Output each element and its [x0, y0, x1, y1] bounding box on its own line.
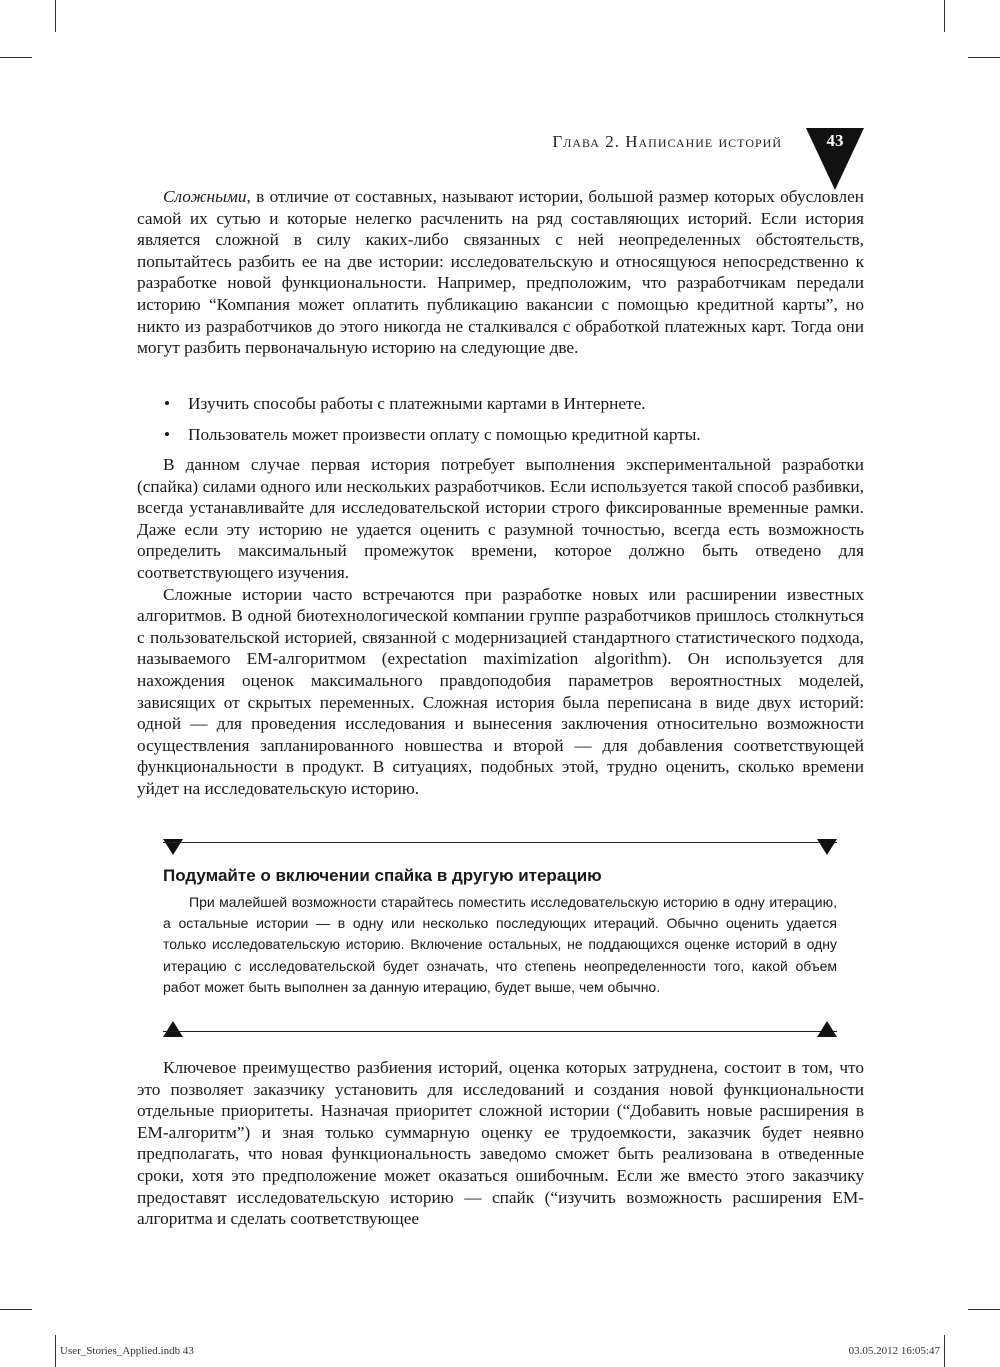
list-item [164, 393, 864, 415]
crop-mark [0, 1309, 32, 1310]
paragraph-key-advantage: Ключевое преимущество разбиения историй, оценка которых затруднена, состоит в том, что это позволяет заказчику установить для исследований и создания новой функциональности отдельные приоритеты. Назначая приоритет сложной истории (“Добавить новые расширения в EM-алгоритм”) и зная только суммарную оценку ее трудоемкости, заказчик будет неявно предполагать, что новая функциональность заведомо сможет быть реализована в отведенные сроки, хотя это предположение может оказаться ошибочным. Если же вместо этого заказчику предоставят исследовательскую историю — спайк (“изучить возможность расширения EM-алгоритма и сделать соответствующее [137, 1058, 864, 1229]
footer-filename: User_Stories_Applied.indb 43 [60, 1345, 194, 1357]
bullet-list [164, 393, 864, 454]
sidebar-text: При малейшей возможности старайтесь поместить исследовательскую историю в одну итерацию, а остальные истории — в одну или несколько последующих итераций. Обычно оценить удается только исследовательскую историю. Включение остальных, не поддающихся оценке историй в одну итерацию с исследовательской будет означать, что степень неопределенности того, какой объем работ может быть выполнен за данную итерацию, будет выше, чем обычно. [163, 894, 837, 995]
page-number: 43 [826, 131, 844, 150]
crop-mark [944, 0, 945, 32]
list-item-text: Пользователь может произвести оплату с помощью кредитной карты. [188, 424, 701, 444]
triangle-down-icon [817, 839, 837, 855]
sidebar-top-rule [163, 842, 837, 843]
paragraph-complex-stories [137, 186, 864, 359]
sidebar-bottom-rule [163, 1031, 837, 1032]
paragraph-block [137, 1057, 864, 1230]
crop-mark [0, 57, 32, 58]
bullet-icon: • [164, 424, 171, 444]
crop-mark [944, 1335, 945, 1367]
sidebar-body [163, 892, 837, 998]
paragraph-spike: В данном случае первая история потребует выполнения экспериментальной разработки (спайка) силами одного или нескольких разработчиков. Если используется такой способ разбивки, всегда устанавливайте для исследовательской истории строго фиксированные временные рамки. Даже если эту историю не удается оценить с разумной точностью, всегда есть возможность определить максимальный промежуток времени, которое должно быть отведено для соответствующего изучения. [137, 455, 864, 582]
list-item-text: Изучить способы работы с платежными картами в Интернете. [188, 394, 646, 413]
chapter-title: Глава 2. Написание историй [552, 132, 782, 151]
running-header [0, 128, 1000, 188]
triangle-up-icon [817, 1021, 837, 1037]
crop-mark [968, 57, 1000, 58]
triangle-up-icon [163, 1021, 183, 1037]
bullet-icon: • [164, 394, 171, 413]
crop-mark [55, 0, 56, 32]
sidebar-title: Подумайте о включении спайка в другую итерацию [163, 866, 602, 885]
crop-mark [968, 1309, 1000, 1310]
italic-term: Сложными [163, 187, 247, 206]
crop-mark [55, 1335, 56, 1367]
paragraph-block [137, 454, 864, 800]
footer-timestamp: 03.05.2012 16:05:47 [848, 1345, 940, 1357]
list-item [164, 424, 864, 446]
paragraph-algorithms: Сложные истории часто встречаются при разработке новых или расширении известных алгоритмов. В одной биотехнологической компании группе разработчиков пришлось столкнуться с пользовательской историей, связанной с модернизацией стандартного статистического подхода, называемого EM-алгоритмом (expectation maximization algorithm). Он используется для нахождения оценок максимального правдоподобия параметров вероятностных моделей, зависящих от скрытых переменных. Сложная история была переписана в виде двух историй: одной — для проведения исследования и вынесения заключения относительно возможности осуществления запланированного новшества и второй — для добавления соответствующей функциональности в продукт. В ситуациях, подобных этой, трудно оценить, сколько времени уйдет на исследовательскую историю. [137, 584, 864, 798]
paragraph-text: , в отличие от составных, называют истории, большой размер которых обусловлен самой их сутью и которые нелегко расчленить на ряд составляющих историй. Если история является сложной в силу каких-либо связанных с ней неопределенных обстоятельств, попытайтесь разбить ее на две истории: исследовательскую и относящуюся непосредственно к разработке новой функциональности. Например, предположим, что разработчикам передали историю “Компания может оплатить публикацию вакансии с помощью кредитной карты”, но никто из разработчиков до этого никогда не сталкивался с обработкой платежных карт. Тогда они могут разбить первоначальную историю на следующие две. [137, 187, 864, 358]
